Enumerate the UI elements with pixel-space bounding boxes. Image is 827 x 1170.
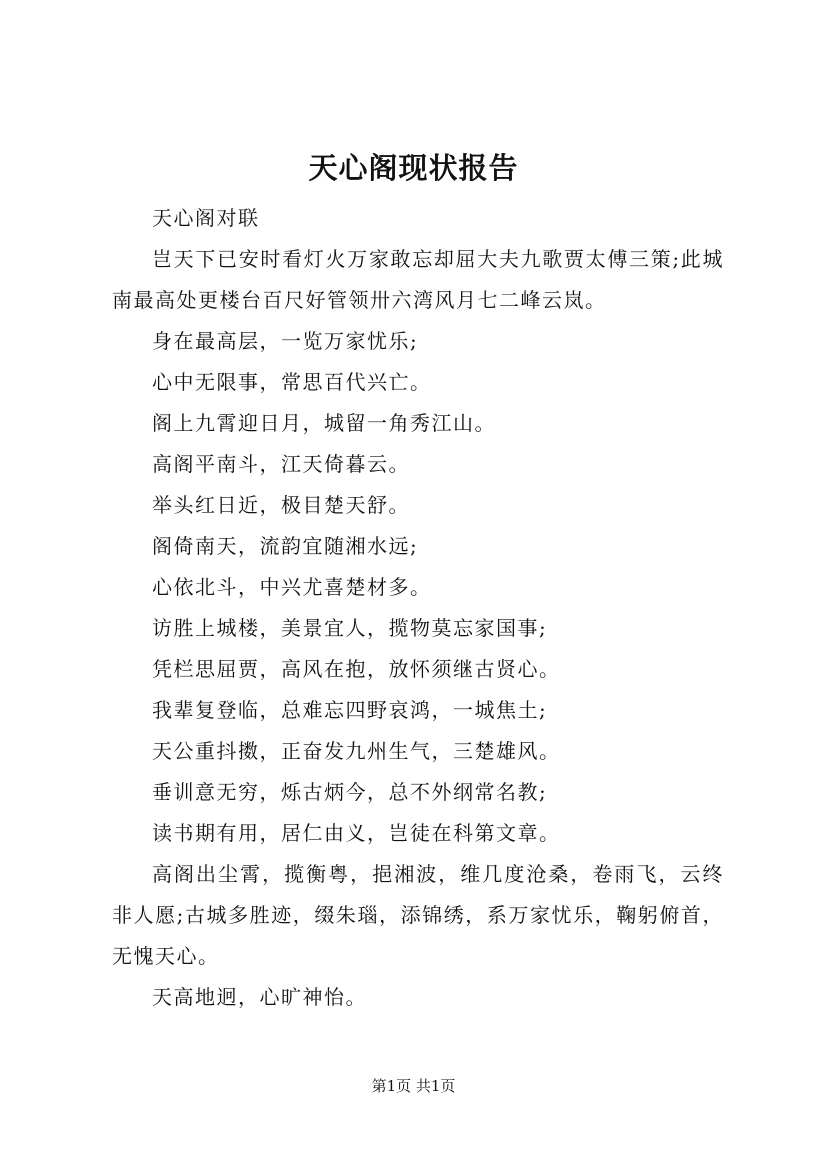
paragraph: 阁上九霄迎日月，城留一角秀江山。 xyxy=(152,411,496,435)
paragraph: 高阁平南斗，江天倚暮云。 xyxy=(152,452,410,476)
paragraph: 垂训意无穷，烁古炳今，总不外纲常名教; xyxy=(152,780,548,804)
paragraph: 天公重抖擞，正奋发九州生气，三楚雄风。 xyxy=(152,739,561,763)
paragraph: 访胜上城楼，美景宜人，揽物莫忘家国事; xyxy=(152,616,548,640)
paragraph: 读书期有用，居仁由义，岂徒在科第文章。 xyxy=(152,821,561,845)
paragraph: 我辈复登临，总难忘四野哀鸿，一城焦土; xyxy=(152,698,548,722)
paragraph: 天心阁对联 xyxy=(152,206,260,230)
paragraph: 岂天下已安时看灯火万家敢忘却屈大夫九歌贾太傅三策;此城南最高处更楼台百尺好管领卅六湾风月七二峰云岚。 xyxy=(112,247,724,312)
paragraph: 身在最高层，一览万家忧乐; xyxy=(152,329,419,353)
paragraph: 凭栏思屈贾，高风在抱，放怀须继古贤心。 xyxy=(152,657,561,681)
document-title: 天心阁现状报告 xyxy=(308,151,519,185)
paragraph: 阁倚南天，流韵宜随湘水远; xyxy=(152,534,419,558)
page-number-footer: 第1页 共1页 xyxy=(371,1077,456,1095)
paragraph: 心中无限事，常思百代兴亡。 xyxy=(152,370,432,394)
paragraph: 天高地迥，心旷神怡。 xyxy=(152,985,367,1009)
document-body xyxy=(112,198,724,1018)
paragraph: 心依北斗，中兴尤喜楚材多。 xyxy=(152,575,432,599)
paragraph: 高阁出尘霄，揽衡粤，挹湘波，维几度沧桑，卷雨飞，云终非人愿;古城多胜迹，缀朱瑙，添锦绣，系万家忧乐，鞠躬俯首，无愧天心。 xyxy=(112,862,724,968)
paragraph: 举头红日近，极目楚天舒。 xyxy=(152,493,410,517)
